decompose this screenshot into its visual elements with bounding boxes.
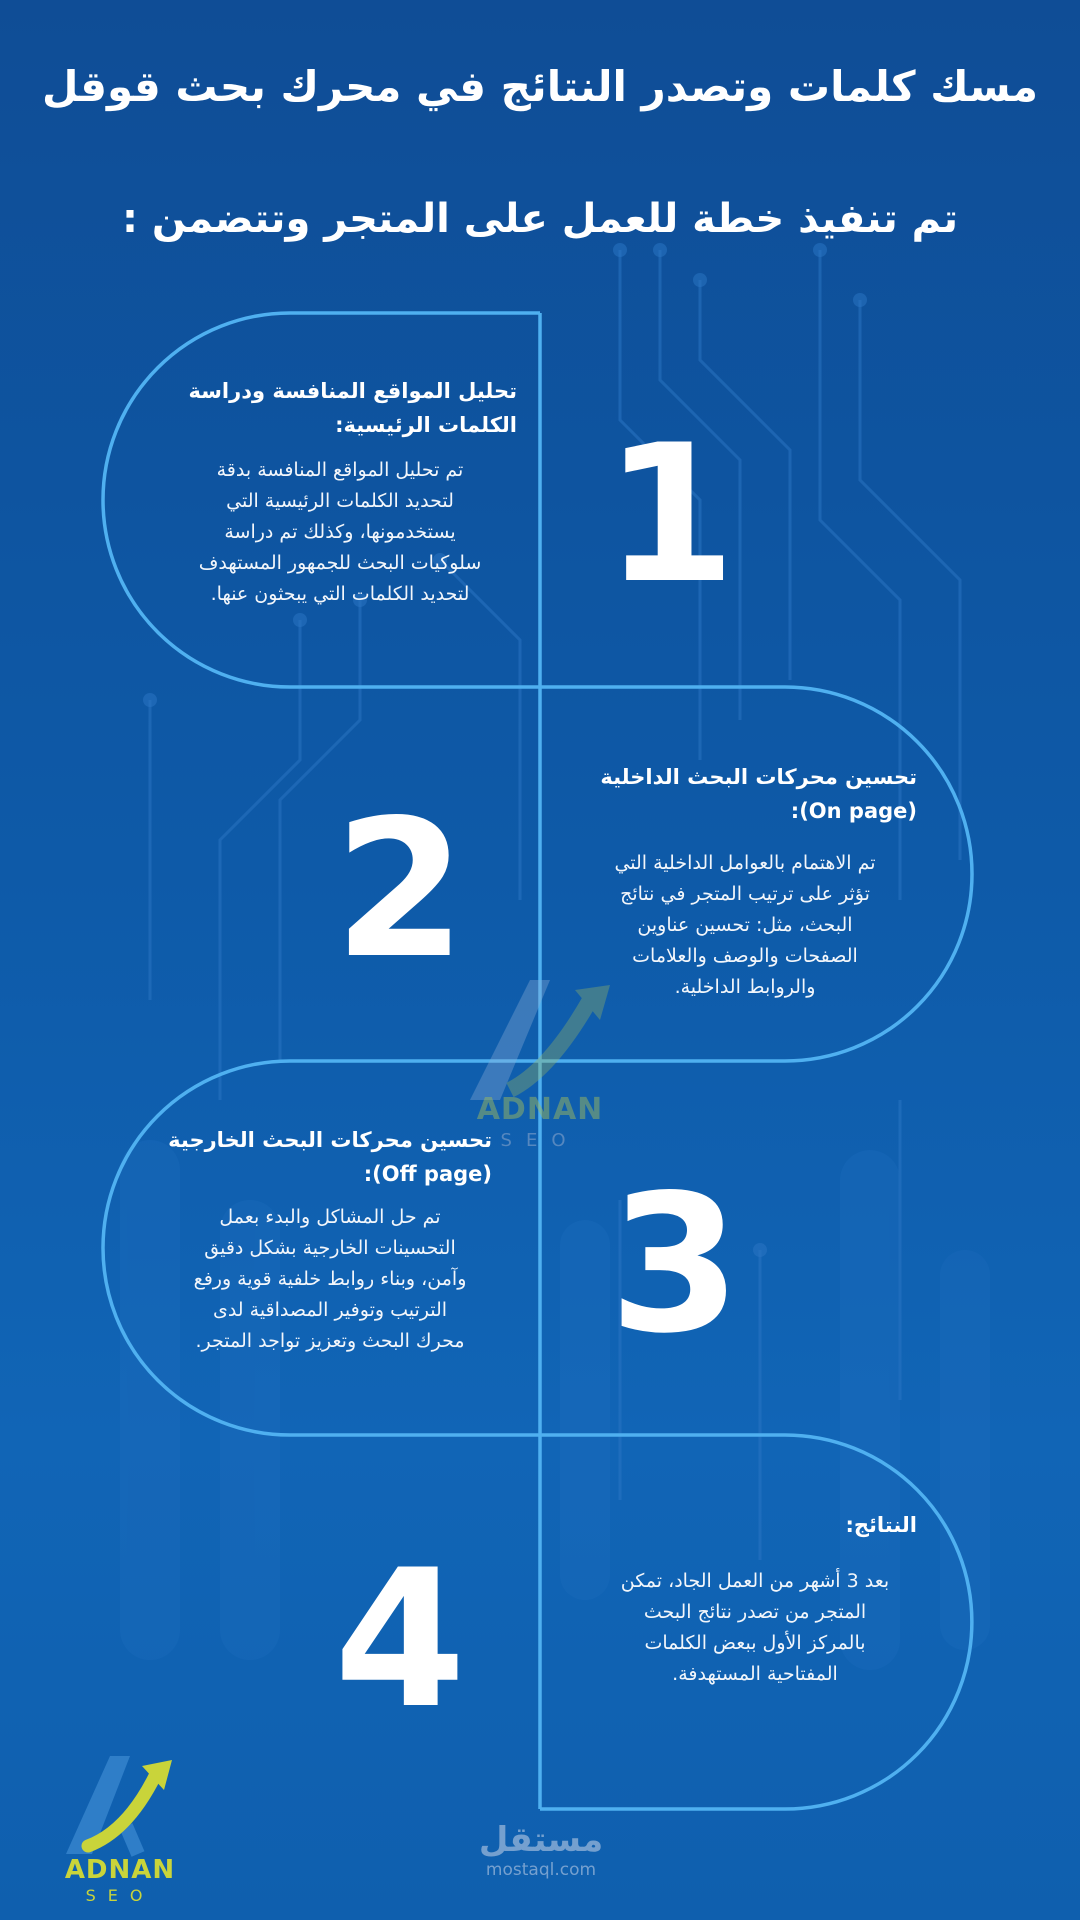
- step-3-text-line: محرك البحث وتعزيز تواجد المتجر.: [195, 1330, 465, 1352]
- page-subtitle: تم تنفيذ خطة للعمل على المتجر وتتضمن :: [121, 196, 959, 242]
- mostaql-url: mostaql.com: [485, 1860, 597, 1880]
- step-4-text-line: المفتاحية المستهدفة.: [672, 1663, 838, 1685]
- step-4-title: النتائج:: [845, 1513, 917, 1537]
- step-2-title: [537, 760, 917, 828]
- step-3-text: [150, 1202, 510, 1357]
- step-2-text-line: تؤثر على ترتيب المتجر في نتائج: [620, 883, 870, 905]
- step-1-text: [170, 455, 510, 610]
- step-4-text-line: المتجر من تصدر نتائج البحث: [643, 1601, 867, 1623]
- step-3-text-line: التحسينات الخارجية بشكل دقيق: [204, 1237, 456, 1259]
- step-3-text-line: وآمن، وبناء روابط خلفية قوية ورفع: [193, 1268, 467, 1290]
- page-title: مسك كلمات وتصدر النتائج في محرك بحث قوقل: [41, 62, 1039, 111]
- logo-brand: ADNAN: [64, 1855, 176, 1885]
- step-1-title: [157, 374, 517, 442]
- watermark-sub: SEO: [500, 1130, 580, 1151]
- step-2-title-line1: تحسين محركات البحث الداخلية: [600, 765, 917, 789]
- step-4-text-line: بعد 3 أشهر من العمل الجاد، تمكن: [620, 1570, 890, 1592]
- step-2-text-line: والروابط الداخلية.: [674, 976, 816, 998]
- step-2-number: 2: [333, 779, 467, 1000]
- logo-sub: SEO: [85, 1886, 155, 1905]
- step-2-text: [575, 848, 915, 1003]
- step-1-text-line: سلوكيات البحث للجمهور المستهدف: [198, 552, 482, 574]
- step-3-title-line1: تحسين محركات البحث الخارجية: [168, 1128, 492, 1152]
- step-3-text-line: الترتيب وتوفير المصداقية لدى: [212, 1299, 448, 1321]
- step-2-text-line: تم الاهتمام بالعوامل الداخلية التي: [614, 852, 876, 874]
- step-1-text-line: تم تحليل المواقع المنافسة بدقة: [216, 459, 464, 481]
- step-1-text-line: لتحديد الكلمات الرئيسية التي: [226, 490, 454, 512]
- mostaql-arabic: مستقل: [478, 1820, 604, 1860]
- step-1-text-line: لتحديد الكلمات التي يبحثون عنها.: [210, 583, 470, 605]
- step-2-text-line: البحث، مثل: تحسين عناوين: [637, 914, 853, 936]
- step-2-text-line: الصفحات والوصف والعلامات: [632, 945, 858, 967]
- step-1-title-line2: الكلمات الرئيسية:: [335, 413, 517, 437]
- step-1-title-line1: تحليل المواقع المنافسة ودراسة: [188, 379, 517, 403]
- step-2-title-line2: (On page):: [790, 799, 917, 823]
- step-4-text-line: بالمركز الأول ببعض الكلمات: [644, 1632, 866, 1654]
- step-3-title: [132, 1123, 492, 1191]
- step-3-text-line: تم حل المشاكل والبدء بعمل: [219, 1206, 441, 1228]
- mostaql-watermark: [466, 1820, 616, 1880]
- step-3-title-line2: (Off page):: [363, 1162, 492, 1186]
- watermark-brand: ADNAN: [476, 1092, 604, 1127]
- step-4-text: [585, 1566, 925, 1690]
- step-4-number: 4: [333, 1529, 467, 1750]
- step-1-number: 1: [603, 404, 737, 625]
- step-1-text-line: يستخدمونها، وكذلك تم دراسة: [224, 521, 456, 543]
- step-3-number: 3: [608, 1154, 742, 1375]
